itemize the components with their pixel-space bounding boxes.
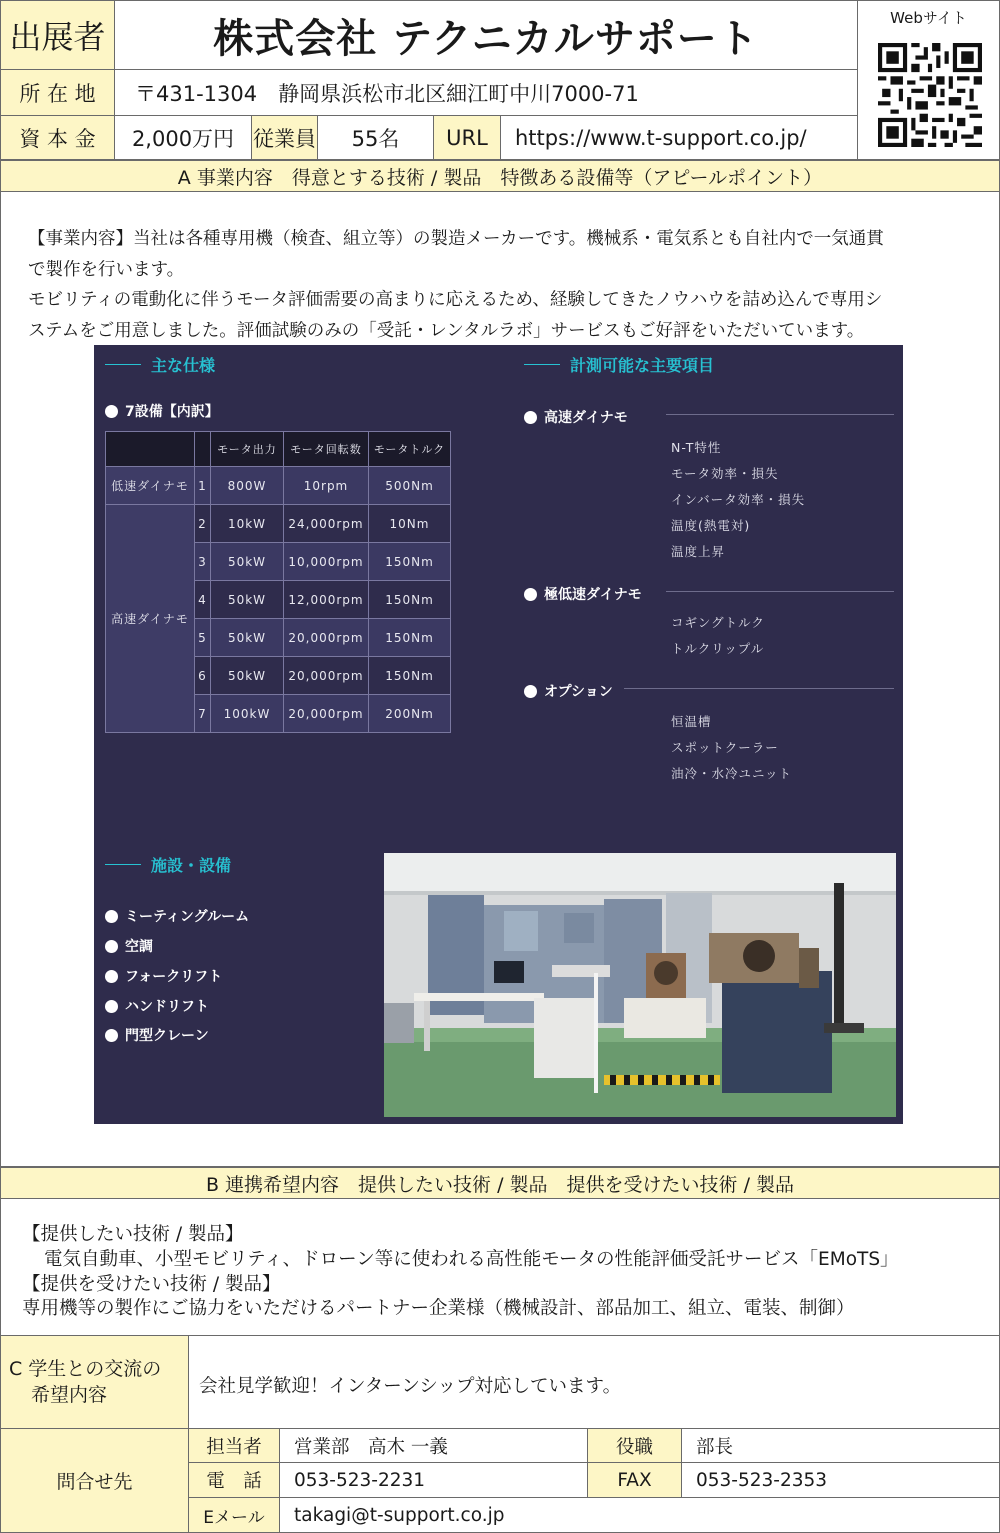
person-label: 担当者 xyxy=(188,1428,280,1463)
group-ultra-low-speed: 極低速ダイナモ xyxy=(524,584,642,604)
facility-item: ハンドリフト xyxy=(105,996,209,1016)
equipment-bullet: 7設備【内訳】 xyxy=(105,401,219,421)
web-label: Webサイト xyxy=(890,9,967,27)
table-row: 高速ダイナモ 2 10kW 24,000rpm 10Nm xyxy=(106,505,451,543)
measure-item: スポットクーラー xyxy=(671,740,779,755)
tel-value[interactable]: 053-523-2231 xyxy=(279,1462,588,1498)
high-speed-label: 高速ダイナモ xyxy=(106,505,195,733)
description-line: モビリティの電動化に伴うモータ評価需要の高まりに応えるため、経験してきたノウハウを詰め込んで専用シ xyxy=(28,290,883,310)
spec-panel xyxy=(94,345,903,1124)
facility-item: 空調 xyxy=(105,936,153,956)
web-box xyxy=(857,0,1000,160)
capital-label: 資 本 金 xyxy=(0,115,115,160)
bullet-icon xyxy=(105,970,118,983)
person-value: 営業部 高木 一義 xyxy=(279,1428,588,1463)
divider xyxy=(624,688,894,689)
section-c-text: 会社見学歓迎！インターンシップ対応しています。 xyxy=(188,1335,1000,1429)
measure-item: コギングトルク xyxy=(671,615,765,630)
table-header: モータ出力 xyxy=(211,432,284,467)
facility-item: 門型クレーン xyxy=(105,1025,209,1045)
offer-text: 電気自動車、小型モビリティ、ドローン等に使われる高性能モータの性能評価受託サービス「EMoTS」 xyxy=(44,1249,899,1270)
address: 〒431-1304 静岡県浜松市北区細江町中川7000-71 xyxy=(114,69,858,116)
fax-label: FAX xyxy=(587,1462,682,1498)
table-header: モータ回転数 xyxy=(284,432,369,467)
url-link[interactable]: https://www.t-support.co.jp/ xyxy=(500,115,858,160)
section-a-heading: A 事業内容 得意とする技術 / 製品 特徴ある設備等（アピールポイント） xyxy=(0,160,1000,192)
want-label: 【提供を受けたい技術 / 製品】 xyxy=(22,1274,281,1295)
section-c-heading-line: 希望内容 xyxy=(31,1384,108,1406)
capital-value: 2,000万円 xyxy=(114,115,252,160)
offer-label: 【提供したい技術 / 製品】 xyxy=(22,1224,244,1245)
section-c-heading-line: C 学生との交流の xyxy=(9,1358,162,1380)
business-description xyxy=(28,224,978,346)
bullet-icon xyxy=(524,588,537,601)
measure-item: トルクリップル xyxy=(671,641,765,656)
facility-item: ミーティングルーム xyxy=(105,906,249,926)
measure-item: 温度(熱電対) xyxy=(671,518,751,533)
employees-value: 55名 xyxy=(317,115,434,160)
description-line: ステムをご用意しました。評価試験のみの「受託・レンタルラボ」サービスもご好評をいただいています。 xyxy=(28,320,865,341)
bullet-icon xyxy=(105,405,118,418)
facility-photo xyxy=(384,853,896,1117)
bullet-icon xyxy=(105,910,118,923)
table-header xyxy=(106,432,195,467)
description-line: で製作を行います。 xyxy=(28,259,185,280)
address-label: 所 在 地 xyxy=(0,69,115,116)
measure-item: 油冷・水冷ユニット xyxy=(671,766,793,781)
bullet-icon xyxy=(524,411,537,424)
want-text: 専用機等の製作にご協力をいただけるパートナー企業様（機械設計、部品加工、組立、電装、制御） xyxy=(22,1298,855,1319)
bullet-icon xyxy=(524,685,537,698)
group-options: オプション xyxy=(524,681,613,701)
low-speed-label: 低速ダイナモ xyxy=(106,467,195,505)
bullet-icon xyxy=(105,940,118,953)
divider xyxy=(666,591,894,592)
email-label: Eメール xyxy=(188,1497,280,1533)
table-row: 低速ダイナモ 1 800W 10rpm 500Nm xyxy=(106,467,451,505)
measure-title: 計測可能な主要項目 xyxy=(524,353,714,376)
group-high-speed: 高速ダイナモ xyxy=(524,407,628,427)
bullet-icon xyxy=(105,1029,118,1042)
measure-item: モータ効率・損失 xyxy=(671,466,779,481)
position-value: 部長 xyxy=(681,1428,1000,1463)
section-b-heading: B 連携希望内容 提供したい技術 / 製品 提供を受けたい技術 / 製品 xyxy=(0,1167,1000,1199)
divider xyxy=(666,414,894,415)
table-header: モータトルク xyxy=(369,432,451,467)
table-row: 5 50kW 20,000rpm 150Nm xyxy=(106,619,451,657)
measure-item: 温度上昇 xyxy=(671,544,726,559)
table-row: 7 100kW 20,000rpm 200Nm xyxy=(106,695,451,733)
url-label: URL xyxy=(433,115,501,160)
bullet-icon xyxy=(105,1000,118,1013)
description-line: 【事業内容】当社は各種専用機（検査、組立等）の製造メーカーです。機械系・電気系とも自社内で一気通貫 xyxy=(28,229,884,249)
measure-item: N-T特性 xyxy=(671,440,722,455)
table-row: 6 50kW 20,000rpm 150Nm xyxy=(106,657,451,695)
tel-label: 電 話 xyxy=(188,1462,280,1498)
measure-item: 恒温槽 xyxy=(671,714,712,729)
contact-label: 問合せ先 xyxy=(0,1428,189,1533)
spec-table xyxy=(105,431,451,733)
table-header xyxy=(195,432,211,467)
table-row: 3 50kW 10,000rpm 150Nm xyxy=(106,543,451,581)
email-value[interactable]: takagi@t-support.co.jp xyxy=(279,1497,1000,1533)
facility-item: フォークリフト xyxy=(105,966,222,986)
company-name: 株式会社 テクニカルサポート xyxy=(114,0,858,70)
fax-value: 053-523-2353 xyxy=(681,1462,1000,1498)
spec-title: 主な仕様 xyxy=(105,353,215,376)
position-label: 役職 xyxy=(587,1428,682,1463)
employees-label: 従業員 xyxy=(251,115,318,160)
exhibitor-label: 出展者 xyxy=(0,0,115,70)
qr-code-icon[interactable] xyxy=(878,43,982,147)
section-c-heading xyxy=(0,1335,189,1429)
table-row: 4 50kW 12,000rpm 150Nm xyxy=(106,581,451,619)
measure-item: インバータ効率・損失 xyxy=(671,492,806,507)
facility-title: 施設・設備 xyxy=(105,853,231,876)
